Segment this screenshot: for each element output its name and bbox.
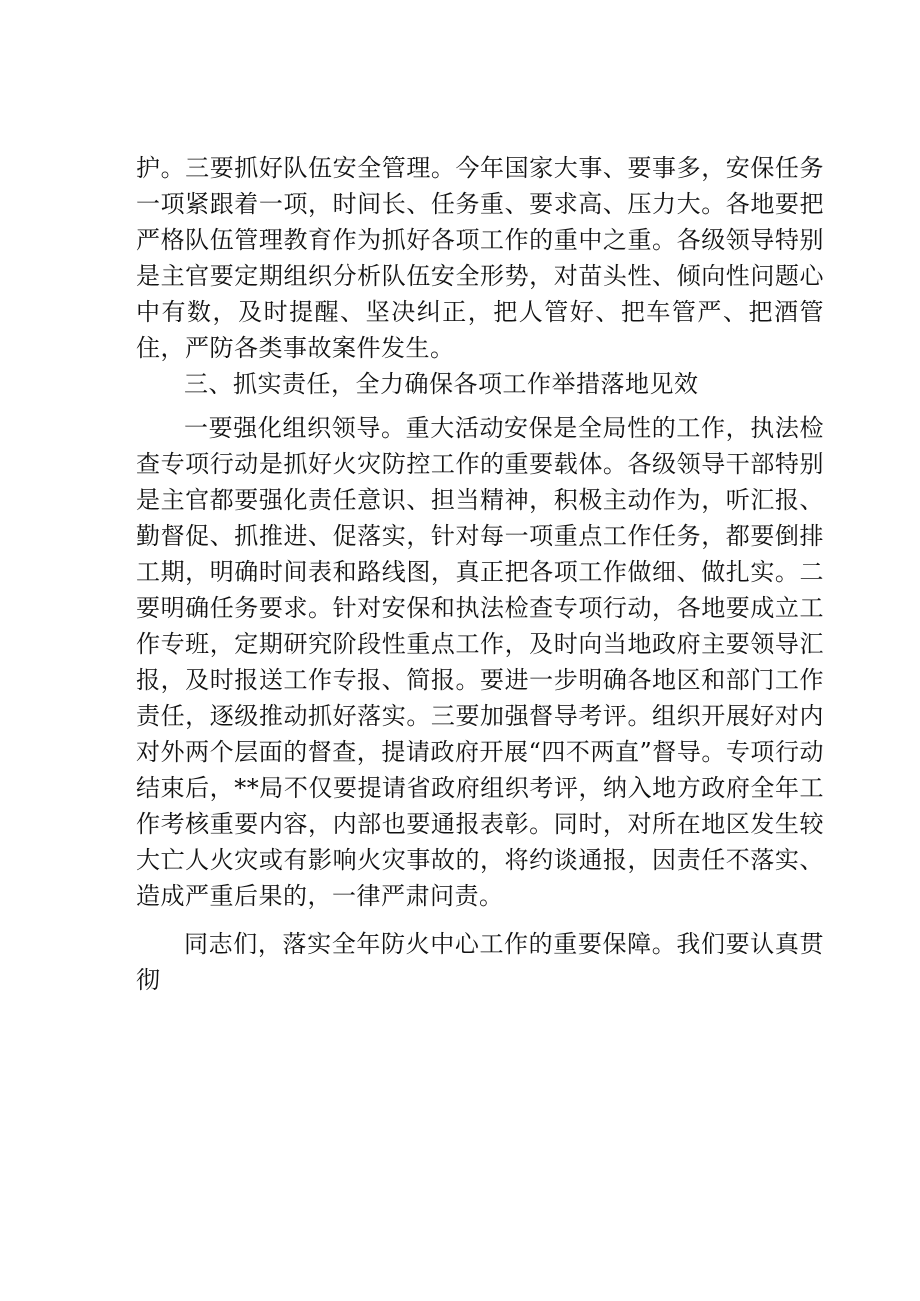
paragraph-text: 同志们，落实全年防火中心工作的重要保障。我们要认真贯彻 (136, 930, 824, 994)
document-page (136, 150, 824, 998)
paragraph-text: 一要强化组织领导。重大活动安保是全局性的工作，执法检查专项行动是抓好火灾防控工作的重要载体。各级领导干部特别是主官都要强化责任意识、担当精神，积极主动作为，听汇报、勤督促、抓推进、促落实，针对每一项重点工作任务，都要倒排工期，明确时间表和路线图，真正把各项工作做细、做扎实。二要明确任务要求。针对安保和执法检查专项行动，各地要成立工作专班，定期研究阶段性重点工作，及时向当地政府主要领导汇报，及时报送工作专报、简报。要进一步明确各地区和部门工作责任，逐级推动抓好落实。三要加强督导考评。组织开展好对内对外两个层面的督查，提请政府开展“四不两直”督导。专项行动结束后，**局不仅要提请省政府组织考评，纳入地方政府全年工作考核重要内容，内部也要通报表彰。同时，对所在地区发生较大亡人火灾或有影响火灾事故的，将约谈通报，因责任不落实、造成严重后果的，一律严肃问责。 (136, 414, 824, 910)
body-paragraph-continuation (136, 150, 824, 366)
body-paragraph-responsibility (136, 410, 824, 914)
paragraph-text: 护。三要抓好队伍安全管理。今年国家大事、要事多，安保任务一项紧跟着一项，时间长、任务重、要求高、压力大。各地要把严格队伍管理教育作为抓好各项工作的重中之重。各级领导特别是主官要定期组织分析队伍安全形势，对苗头性、倾向性问题心中有数，及时提醒、坚决纠正，把人管好、把车管严、把酒管住，严防各类事故案件发生。 (136, 154, 824, 362)
body-paragraph-closing (136, 926, 824, 998)
heading-text: 三、抓实责任，全力确保各项工作举措落地见效 (184, 370, 699, 398)
section-heading-3 (136, 366, 824, 402)
